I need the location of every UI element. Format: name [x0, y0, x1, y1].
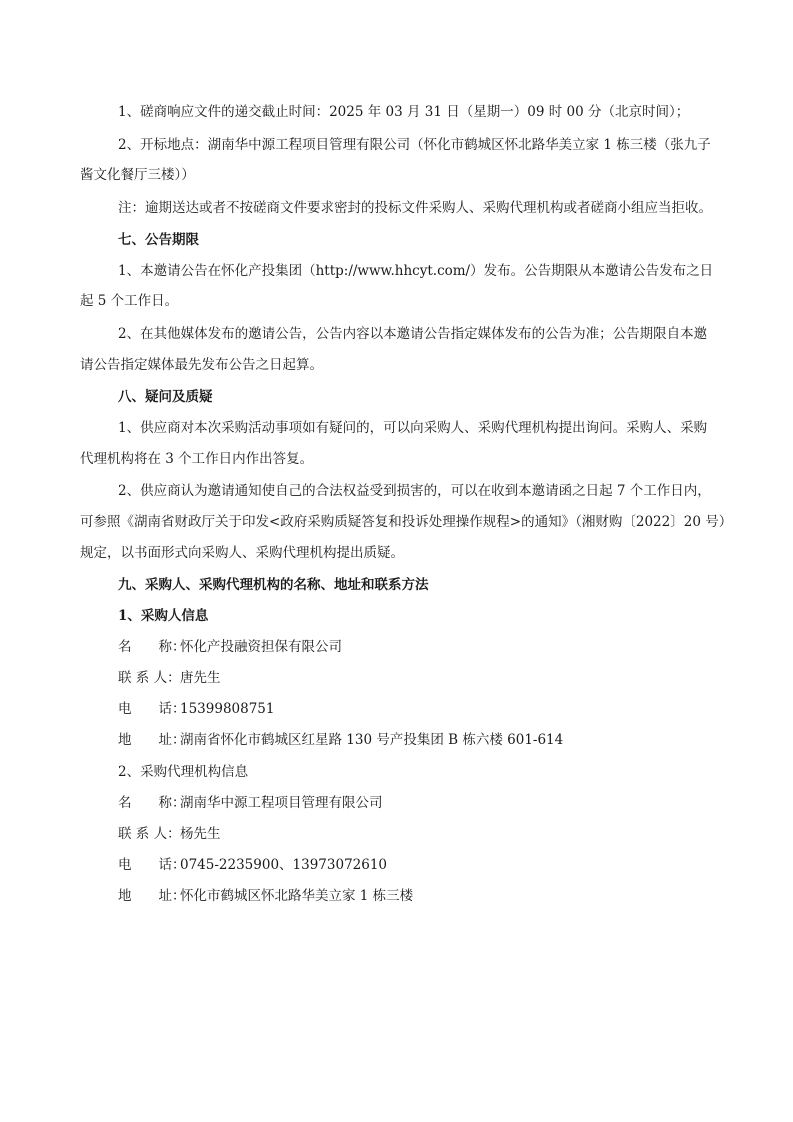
agency-name-row [118, 794, 383, 812]
agency-address-label: 地 址： [118, 888, 186, 904]
questions-item1-line2: 代理机构将在 3 个工作日内作出答复。 [80, 451, 314, 467]
questions-item2-line1: 2、供应商认为邀请通知使自己的合法权益受到损害的，可以在收到本邀请函之日起 7 个工作日内， [118, 483, 711, 499]
agency-phone-label: 电 话： [118, 857, 186, 873]
section-heading-contacts: 九、采购人、采购代理机构的名称、地址和联系方法 [118, 577, 429, 593]
agency-contact-row [118, 825, 221, 843]
purchaser-phone-value: 15399808751 [180, 701, 275, 717]
purchaser-name-label: 名 称： [118, 639, 186, 655]
agency-name-value: 湖南华中源工程项目管理有限公司 [180, 795, 383, 811]
announcement-item1-line1: 1、本邀请公告在怀化产投集团（http://www.hhcyt.com/）发布。公告期限从本邀请公告发布之日 [118, 263, 714, 279]
announcement-item1-line2: 起 5 个工作日。 [80, 293, 179, 309]
purchaser-address-value: 湖南省怀化市鹤城区红星路 130 号产投集团 B 栋六楼 601-614 [180, 732, 564, 748]
section-heading-questions: 八、疑问及质疑 [118, 389, 213, 405]
agency-name-label: 名 称： [118, 795, 186, 811]
announcement-item2-line1: 2、在其他媒体发布的邀请公告，公告内容以本邀请公告指定媒体发布的公告为准；公告期限自本邀 [118, 326, 708, 342]
agency-phone-row [118, 856, 387, 874]
agency-address-value: 怀化市鹤城区怀北路华美立家 1 栋三楼 [180, 888, 414, 904]
agency-info-heading: 2、采购代理机构信息 [118, 764, 249, 780]
agency-address-row [118, 887, 413, 905]
purchaser-name-row [118, 638, 342, 656]
purchaser-phone-label: 电 话： [118, 701, 186, 717]
agency-phone-value: 0745-2235900、13973072610 [180, 857, 388, 873]
purchaser-address-row [118, 731, 563, 749]
questions-item2-line2: 可参照《湖南省财政厅关于印发<政府采购质疑答复和投诉处理操作规程>的通知》（湘财购〔2022〕20 号） [80, 514, 733, 530]
questions-item2-line3: 规定，以书面形式向采购人、采购代理机构提出质疑。 [80, 545, 404, 561]
announcement-item2-line2: 请公告指定媒体最先发布公告之日起算。 [80, 357, 323, 373]
rejection-note: 注：逾期送达或者不按磋商文件要求密封的投标文件采购人、采购代理机构或者磋商小组应当拒收。 [118, 200, 712, 216]
purchaser-address-label: 地 址： [118, 732, 186, 748]
purchaser-contact-value: 唐先生 [180, 670, 221, 686]
purchaser-phone-row [118, 700, 274, 718]
purchaser-contact-row [118, 669, 221, 687]
questions-item1-line1: 1、供应商对本次采购活动事项如有疑问的，可以向采购人、采购代理机构提出询问。采购人、采购 [118, 420, 708, 436]
agency-contact-label: 联 系 人： [118, 826, 181, 842]
venue-item-line1: 2、开标地点：湖南华中源工程项目管理有限公司（怀化市鹤城区怀北路华美立家 1 栋三楼（张九子 [118, 137, 711, 153]
purchaser-contact-label: 联 系 人： [118, 670, 181, 686]
section-heading-announcement-period: 七、公告期限 [118, 232, 199, 248]
venue-item-line2: 酱文化餐厅三楼）） [80, 167, 195, 183]
deadline-item: 1、磋商响应文件的递交截止时间：2025 年 03 月 31 日（星期一）09 时 00 分（北京时间）； [118, 104, 690, 120]
purchaser-name-value: 怀化产投融资担保有限公司 [180, 639, 342, 655]
purchaser-info-heading: 1、采购人信息 [118, 608, 209, 624]
agency-contact-value: 杨先生 [180, 826, 221, 842]
